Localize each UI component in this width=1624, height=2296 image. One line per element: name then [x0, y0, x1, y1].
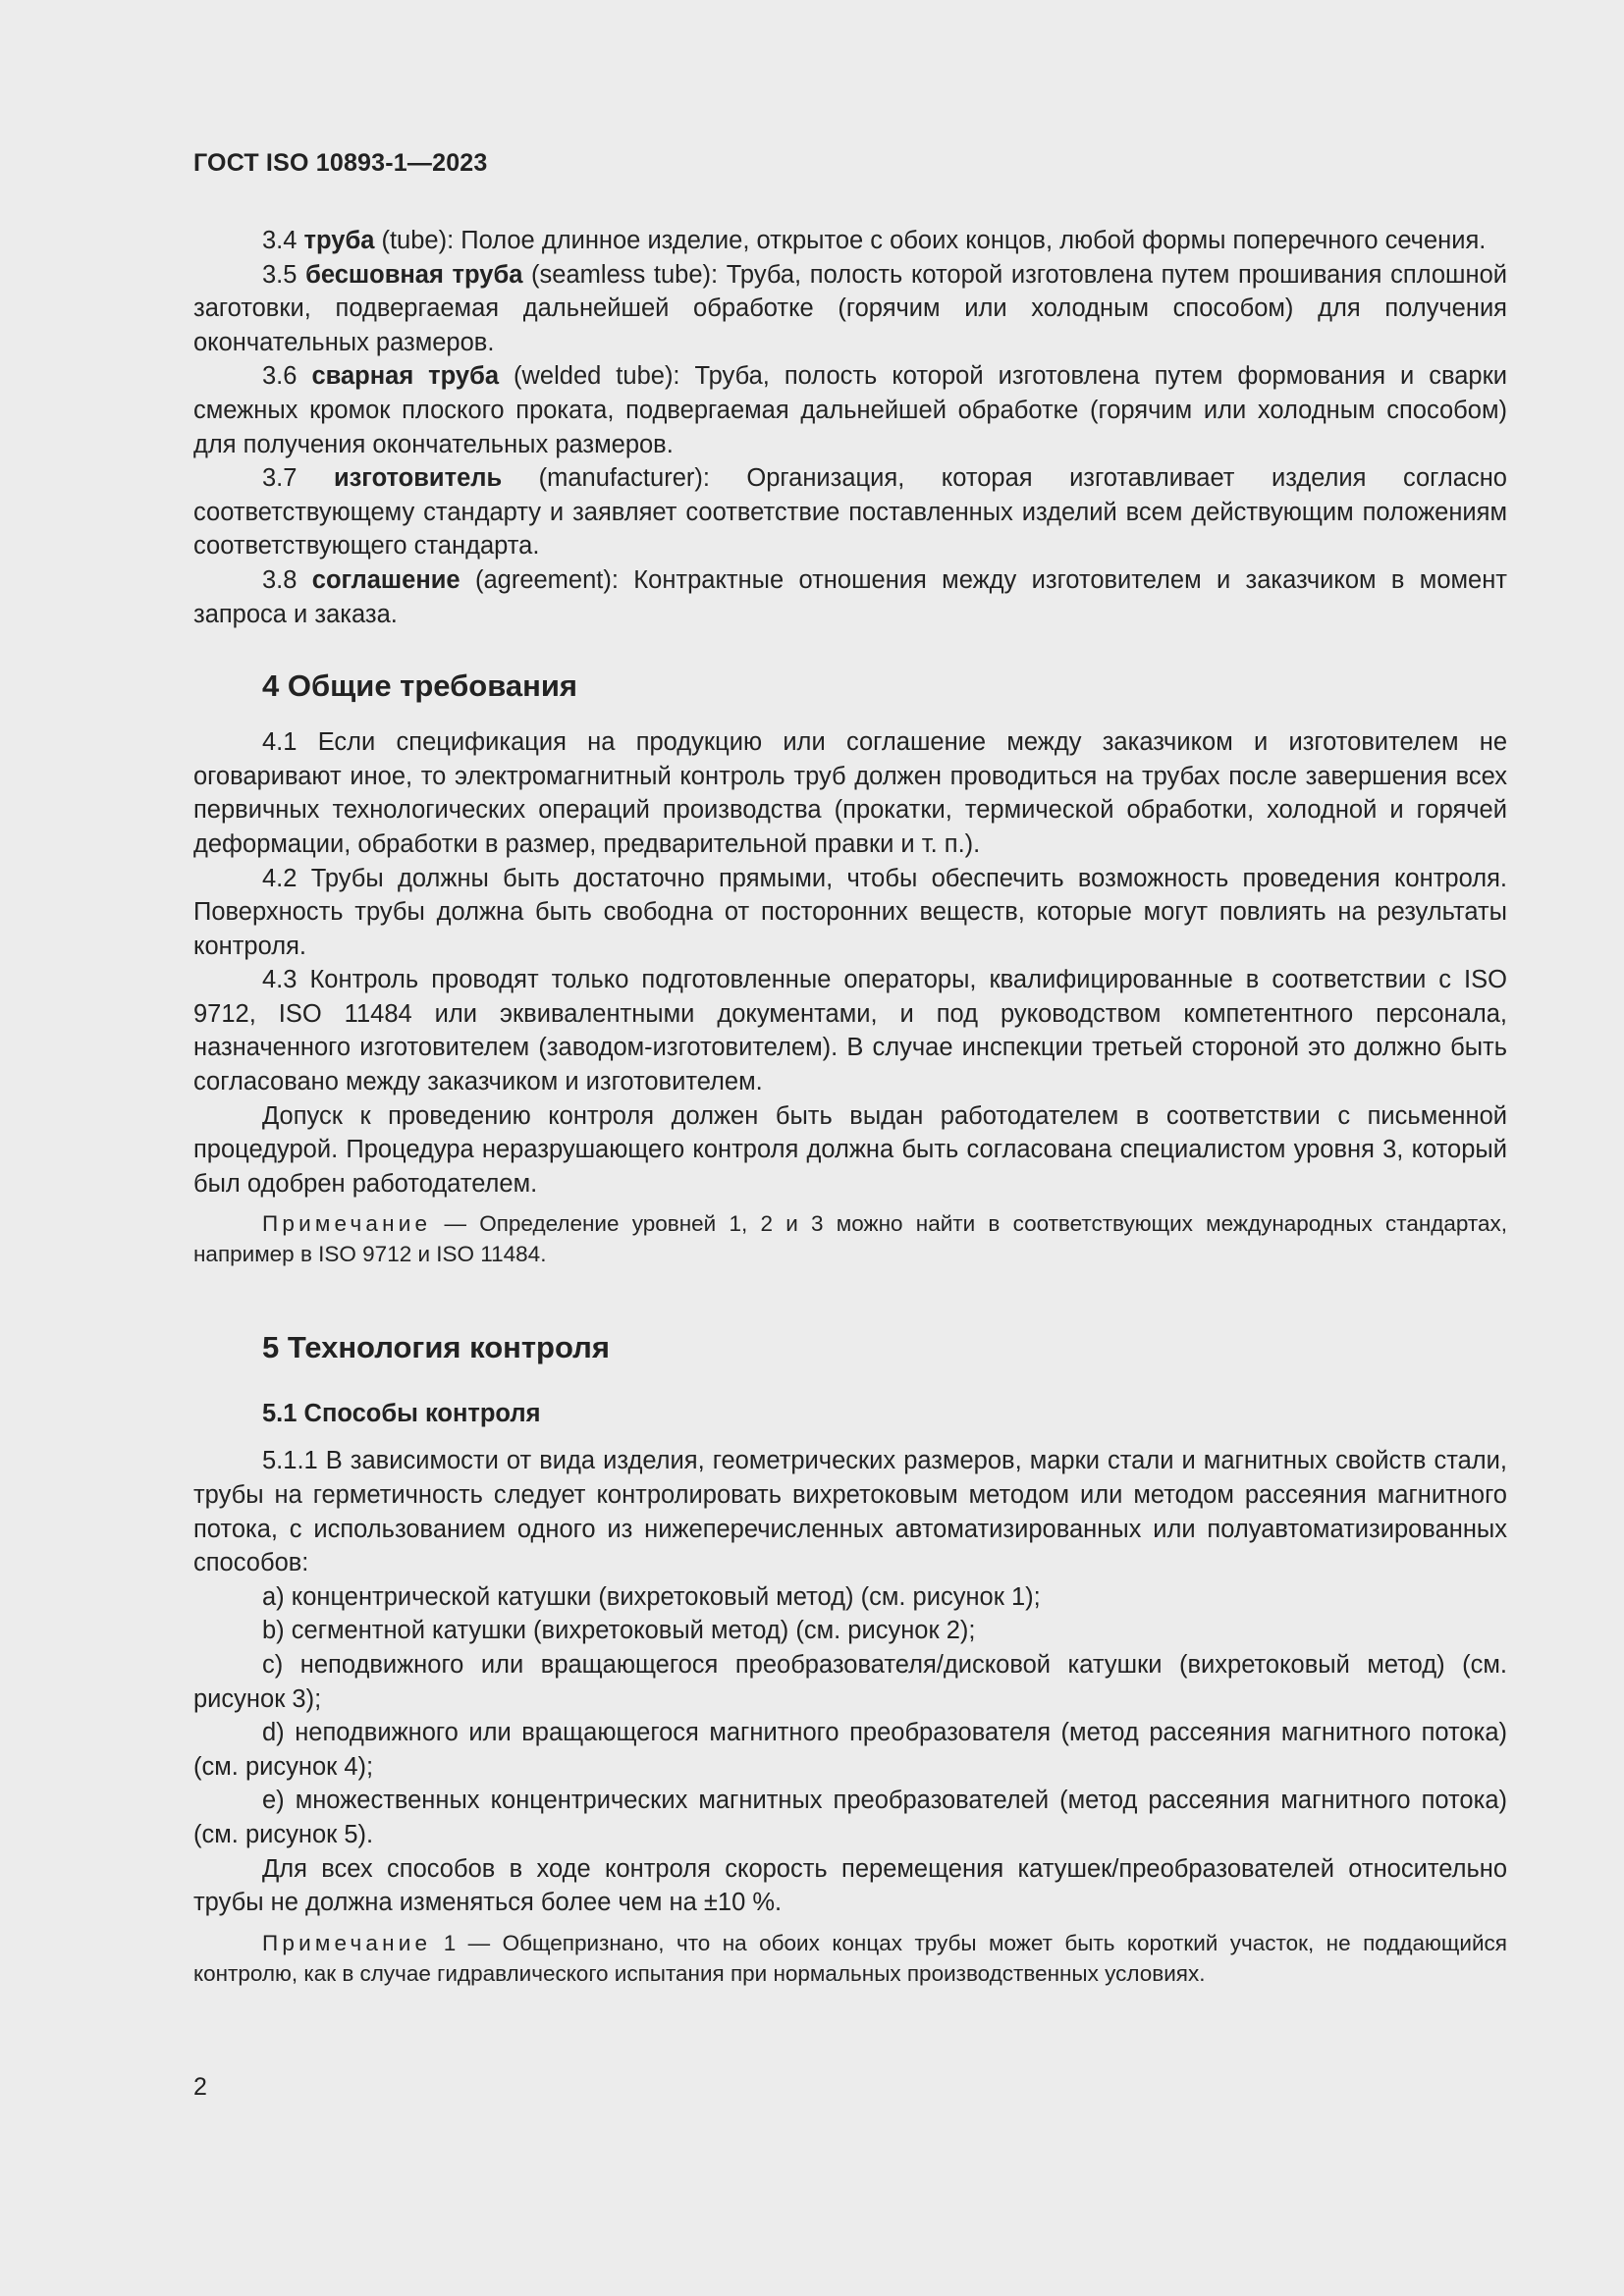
- term-name: изготовитель: [333, 464, 503, 493]
- term-name: труба: [303, 227, 375, 254]
- term-name: соглашение: [311, 565, 460, 594]
- clause-4-3-continued: Допуск к проведению контроля должен быть выдан работодателем в соответствии с письменной процедурой. Процедура неразрушающего контроля должна быть согласована специалистом уровня 3, который был одобрен работодателем.: [193, 1101, 1507, 1198]
- document-body: [193, 224, 1507, 1989]
- section-5-heading: 5 Технология контроля: [262, 1330, 610, 1365]
- page-number: 2: [193, 2073, 207, 2101]
- subsection-5-1-heading: 5.1 Способы контроля: [262, 1400, 541, 1428]
- section-4-heading: 4 Общие требования: [262, 668, 577, 704]
- term-definition: (manufacturer): Организация, которая изготавливает изделия согласно соответствующему стандарту и заявляет соответствие поставленных изделий всем действующим положениям соответствующего стандарта.: [193, 464, 1507, 561]
- term-definition: (seamless tube): Труба, полость которой изготовлена путем прошивания сплошной заготовки, подвергаемая дальнейшей обработке (горячим или холодным способом) для получения окончательных размеров.: [193, 260, 1507, 356]
- term-3-6: [193, 359, 1507, 461]
- section-5-note: [193, 1928, 1507, 1989]
- term-number: 3.6: [262, 362, 298, 391]
- clause-4-1: 4.1 Если спецификация на продукцию или соглашение между заказчиком и изготовителем не оговаривают иное, то электромагнитный контроль труб должен проводиться на трубах после завершения всех первичных технологических операций производства (прокатки, термической обработки, холодной и горячей деформации, обработки в размер, предварительной правки и т. п.).: [193, 728, 1507, 858]
- term-number: 3.4: [262, 227, 298, 254]
- list-item-a: a) концентрической катушки (вихретоковый метод) (см. рисунок 1);: [262, 1582, 1041, 1611]
- note-text: — Определение уровней 1, 2 и 3 можно найти в соответствующих международных стандартах, например в ISO 9712 и ISO 11484.: [193, 1211, 1507, 1267]
- speed-requirement: Для всех способов в ходе контроля скорость перемещения катушек/преобразователей относительно трубы не должна изменяться более чем на ±10 %.: [193, 1854, 1507, 1917]
- term-name: бесшовная труба: [305, 260, 523, 289]
- term-3-5: [193, 258, 1507, 360]
- list-item-d: d) неподвижного или вращающегося магнитного преобразователя (метод рассеяния магнитного потока) (см. рисунок 4);: [193, 1719, 1507, 1781]
- term-definition: (tube): Полое длинное изделие, открытое с обоих концов, любой формы поперечного сечения.: [374, 227, 1487, 254]
- note-text: 1 — Общепризнано, что на обоих концах трубы может быть короткий участок, не поддающийся контролю, как в случае гидравлического испытания при нормальных производственных условиях.: [193, 1930, 1507, 1986]
- list-item-e: e) множественных концентрических магнитных преобразователей (метод рассеяния магнитного потока) (см. рисунок 5).: [193, 1787, 1507, 1848]
- term-name: сварная труба: [311, 362, 500, 391]
- term-number: 3.5: [262, 260, 298, 289]
- term-3-4: [193, 224, 1507, 258]
- term-number: 3.8: [262, 565, 298, 594]
- document-header: ГОСТ ISO 10893-1—2023: [193, 149, 488, 177]
- clause-5-1-1: 5.1.1 В зависимости от вида изделия, геометрических размеров, марки стали и магнитных свойств стали, трубы на герметичность следует контролировать вихретоковым методом или методом рассеяния магнитного потока, с использованием одного из нижеперечисленных автоматизированных или полуавтоматизированных способов:: [193, 1447, 1507, 1577]
- clause-4-3: 4.3 Контроль проводят только подготовленные операторы, квалифицированные в соответствии с ISO 9712, ISO 11484 или эквивалентными документами, и под руководством компетентного персонала, назначенного изготовителем (заводом-изготовителем). В случае инспекции третьей стороной это должно быть согласовано между заказчиком и изготовителем.: [193, 966, 1507, 1096]
- list-item-c: c) неподвижного или вращающегося преобразователя/дисковой катушки (вихретоковый метод) (см. рисунок 3);: [193, 1651, 1507, 1713]
- section-4-note: [193, 1208, 1507, 1269]
- term-number: 3.7: [262, 464, 298, 493]
- note-label: Примечание: [262, 1930, 432, 1955]
- list-item-b: b) сегментной катушки (вихретоковый метод) (см. рисунок 2);: [262, 1617, 976, 1645]
- clause-4-2: 4.2 Трубы должны быть достаточно прямыми, чтобы обеспечить возможность проведения контроля. Поверхность трубы должна быть свободна от посторонних веществ, которые могут повлиять на результаты контроля.: [193, 864, 1507, 960]
- term-3-7: [193, 461, 1507, 563]
- term-definition: (welded tube): Труба, полость которой изготовлена путем формования и сварки смежных кромок плоского проката, подвергаемая дальнейшей обработке (горячим или холодным способом) для получения окончательных размеров.: [193, 362, 1508, 458]
- note-label: Примечание: [262, 1211, 432, 1237]
- term-3-8: [193, 563, 1507, 631]
- term-definition: (agreement): Контрактные отношения между изготовителем и заказчиком в момент запроса и заказа.: [193, 565, 1507, 628]
